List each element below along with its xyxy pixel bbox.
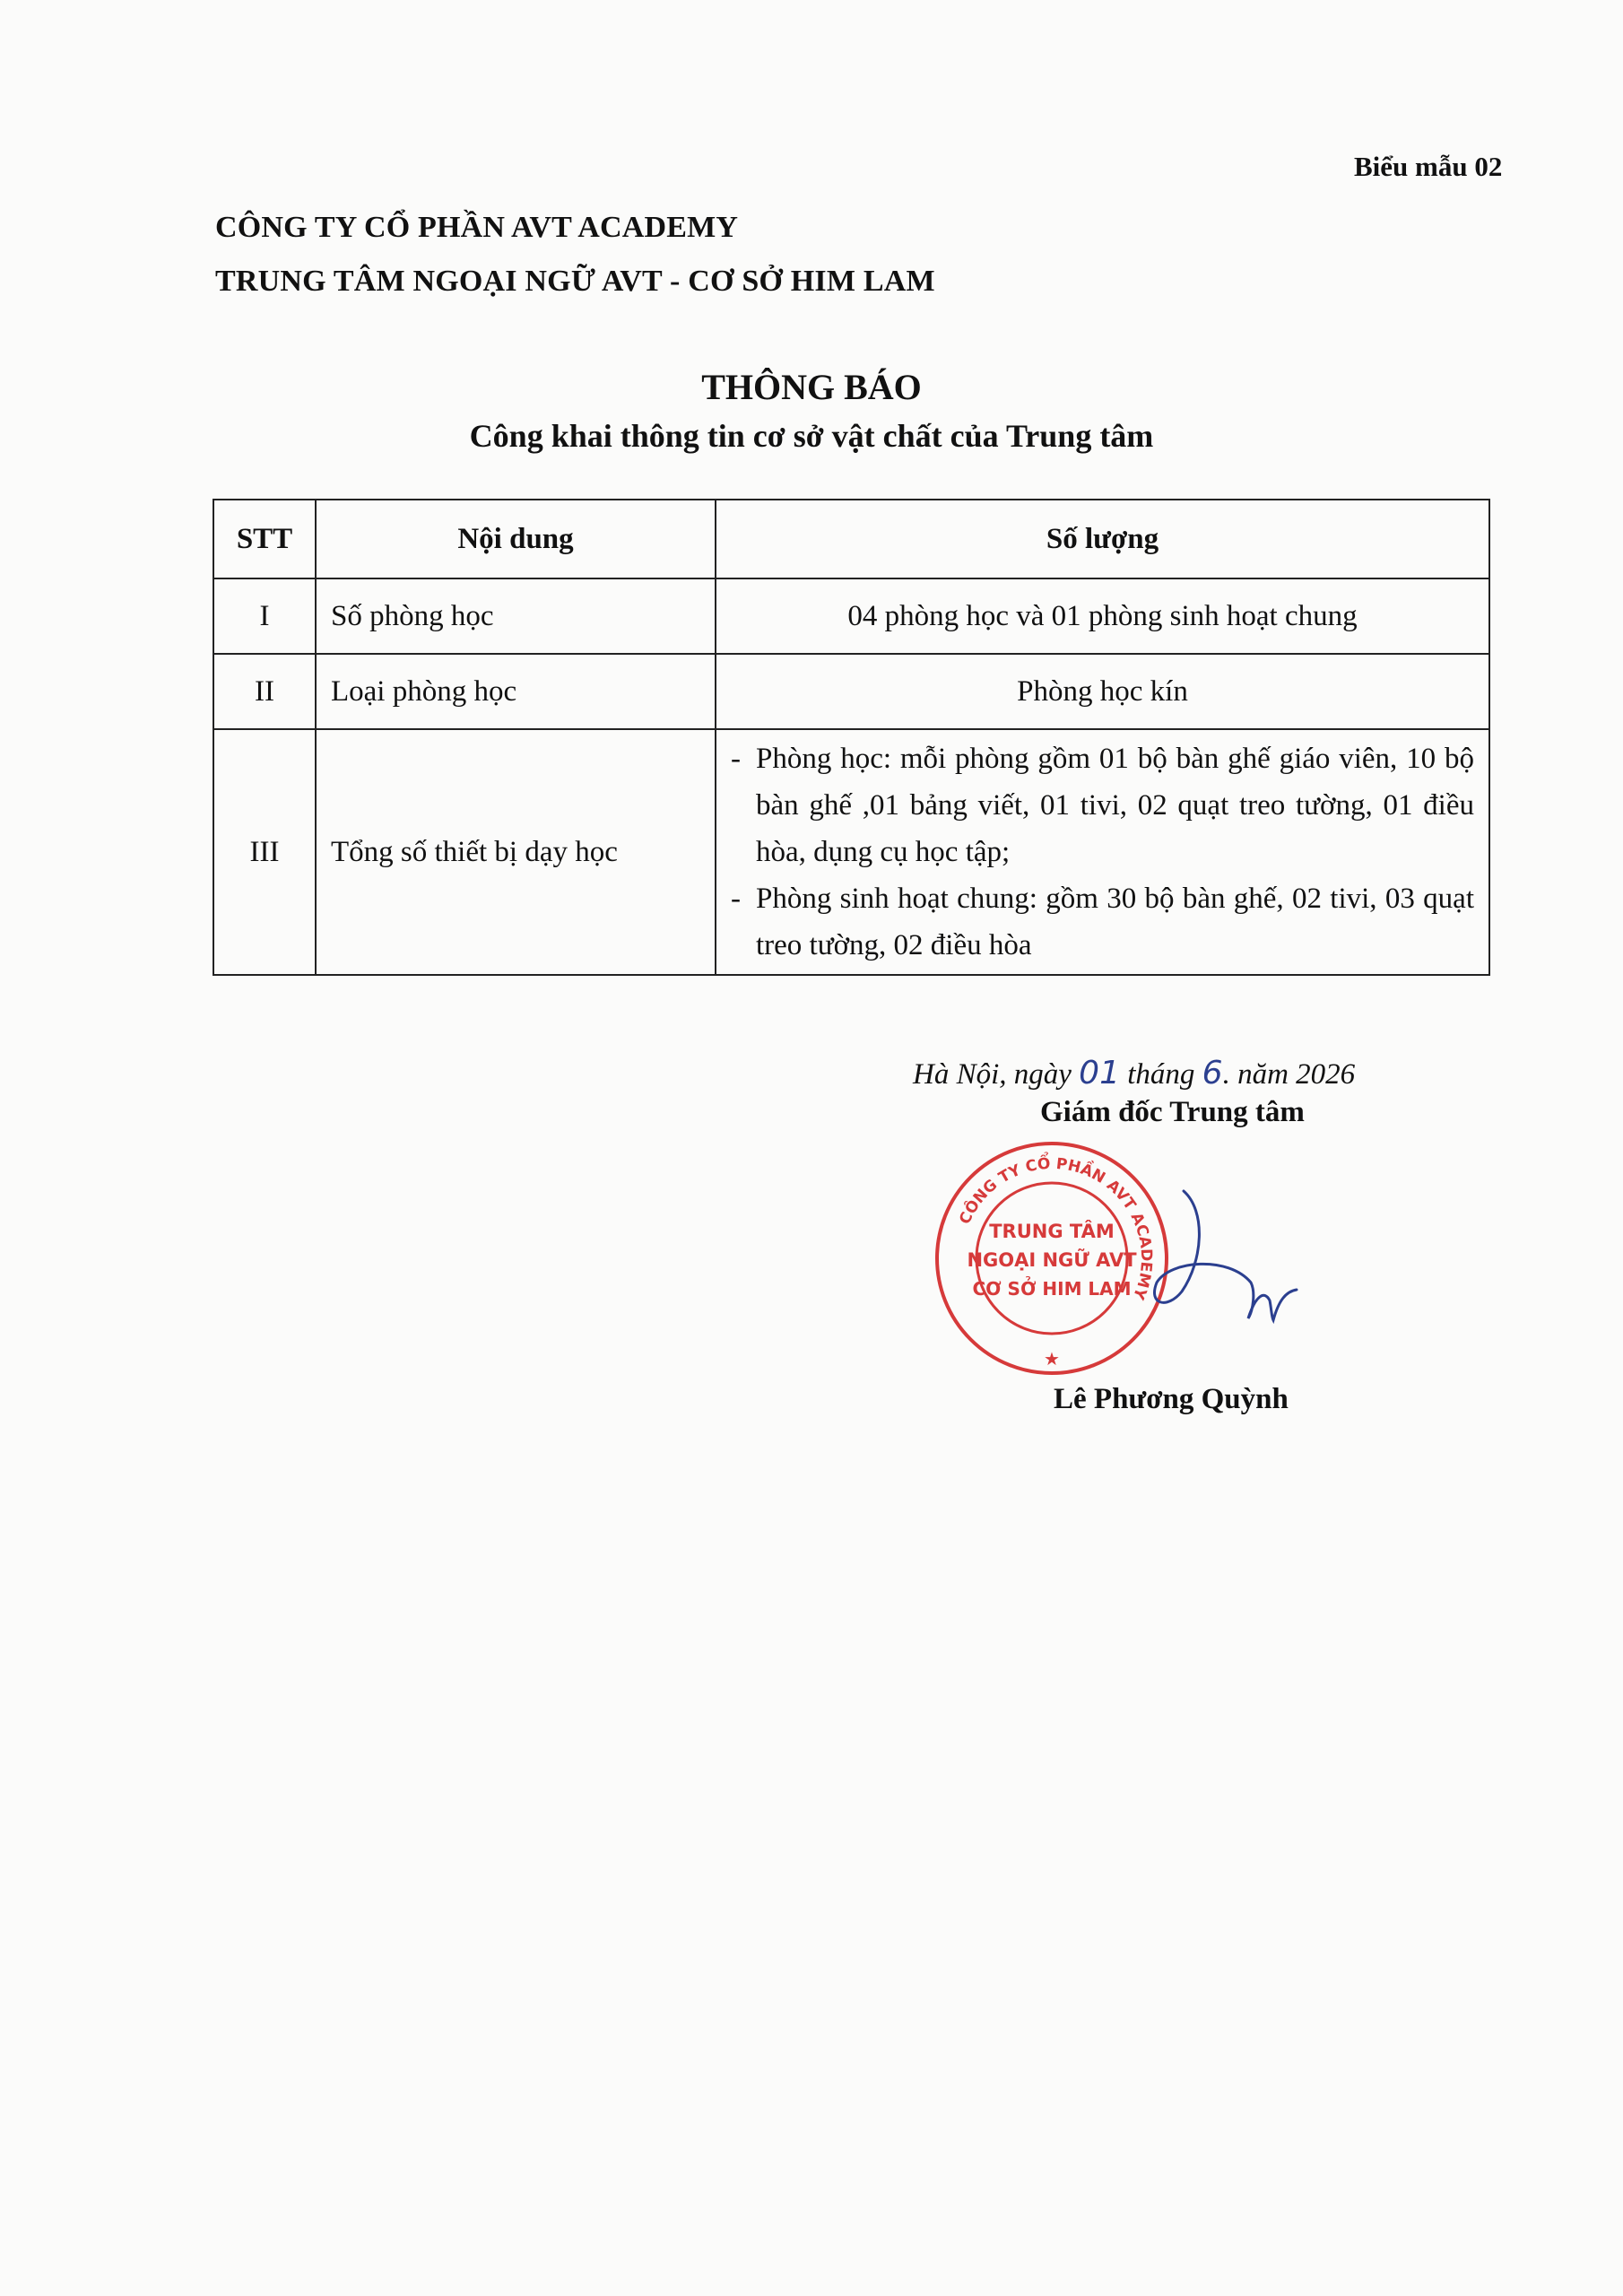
- signature-stroke: [1154, 1191, 1297, 1320]
- row-stt: I: [213, 578, 316, 654]
- form-code: Biểu mẫu 02: [1354, 151, 1503, 182]
- place-date: [913, 1055, 1355, 1091]
- year-label: . năm 2026: [1222, 1058, 1356, 1091]
- signer-name: Lê Phương Quỳnh: [1054, 1383, 1289, 1415]
- list-dash: -: [731, 743, 741, 775]
- table-row: [213, 578, 1489, 654]
- stamp-line-3: CƠ SỞ HIM LAM: [972, 1278, 1132, 1300]
- center-name: TRUNG TÂM NGOẠI NGỮ AVT - CƠ SỞ HIM LAM: [215, 265, 935, 298]
- table-header-row: [213, 500, 1489, 578]
- header-content: Nội dung: [316, 500, 716, 578]
- row-content: Tổng số thiết bị dạy học: [316, 729, 716, 975]
- equipment-item-text: Phòng sinh hoạt chung: gồm 30 bộ bàn ghế, 02 tivi, 03 quạt treo tường, 02 điều hòa: [756, 883, 1474, 961]
- notice-title: THÔNG BÁO: [701, 367, 922, 407]
- equipment-item: [731, 735, 1474, 875]
- table-row: [213, 729, 1489, 975]
- header-quantity: Số lượng: [716, 500, 1489, 578]
- handwritten-signature: [1121, 1175, 1327, 1354]
- row-quantity: [716, 729, 1489, 975]
- equipment-item: [731, 875, 1474, 969]
- company-name: CÔNG TY CỔ PHẦN AVT ACADEMY: [215, 211, 739, 244]
- stamp-line-1: TRUNG TÂM: [989, 1221, 1115, 1242]
- stamp-line-2: NGOẠI NGỮ AVT: [967, 1249, 1137, 1271]
- row-quantity: 04 phòng học và 01 phòng sinh hoạt chung: [716, 578, 1489, 654]
- month-label: tháng: [1119, 1058, 1202, 1091]
- facility-table: [213, 499, 1490, 976]
- stamp-outer-text: CÔNG TY CỔ PHẦN AVT ACADEMY: [956, 1154, 1156, 1302]
- table-row: [213, 654, 1489, 729]
- equipment-item-text: Phòng học: mỗi phòng gồm 01 bộ bàn ghế giáo viên, 10 bộ bàn ghế ,01 bảng viết, 01 tivi, 02 quạt treo tường, 01 điều hòa, dụng cụ học tập;: [756, 743, 1474, 868]
- notice-subtitle: Công khai thông tin cơ sở vật chất của Trung tâm: [469, 418, 1154, 454]
- row-stt: II: [213, 654, 316, 729]
- place-prefix: Hà Nội, ngày: [913, 1058, 1080, 1091]
- row-content: Loại phòng học: [316, 654, 716, 729]
- handwritten-month: 6: [1202, 1055, 1223, 1091]
- row-stt: III: [213, 729, 316, 975]
- list-dash: -: [731, 883, 741, 915]
- header-stt: STT: [213, 500, 316, 578]
- row-content: Số phòng học: [316, 578, 716, 654]
- row-quantity: Phòng học kín: [716, 654, 1489, 729]
- star-icon: ★: [1044, 1348, 1060, 1370]
- handwritten-day: 01: [1079, 1055, 1120, 1091]
- director-title: Giám đốc Trung tâm: [1040, 1096, 1305, 1128]
